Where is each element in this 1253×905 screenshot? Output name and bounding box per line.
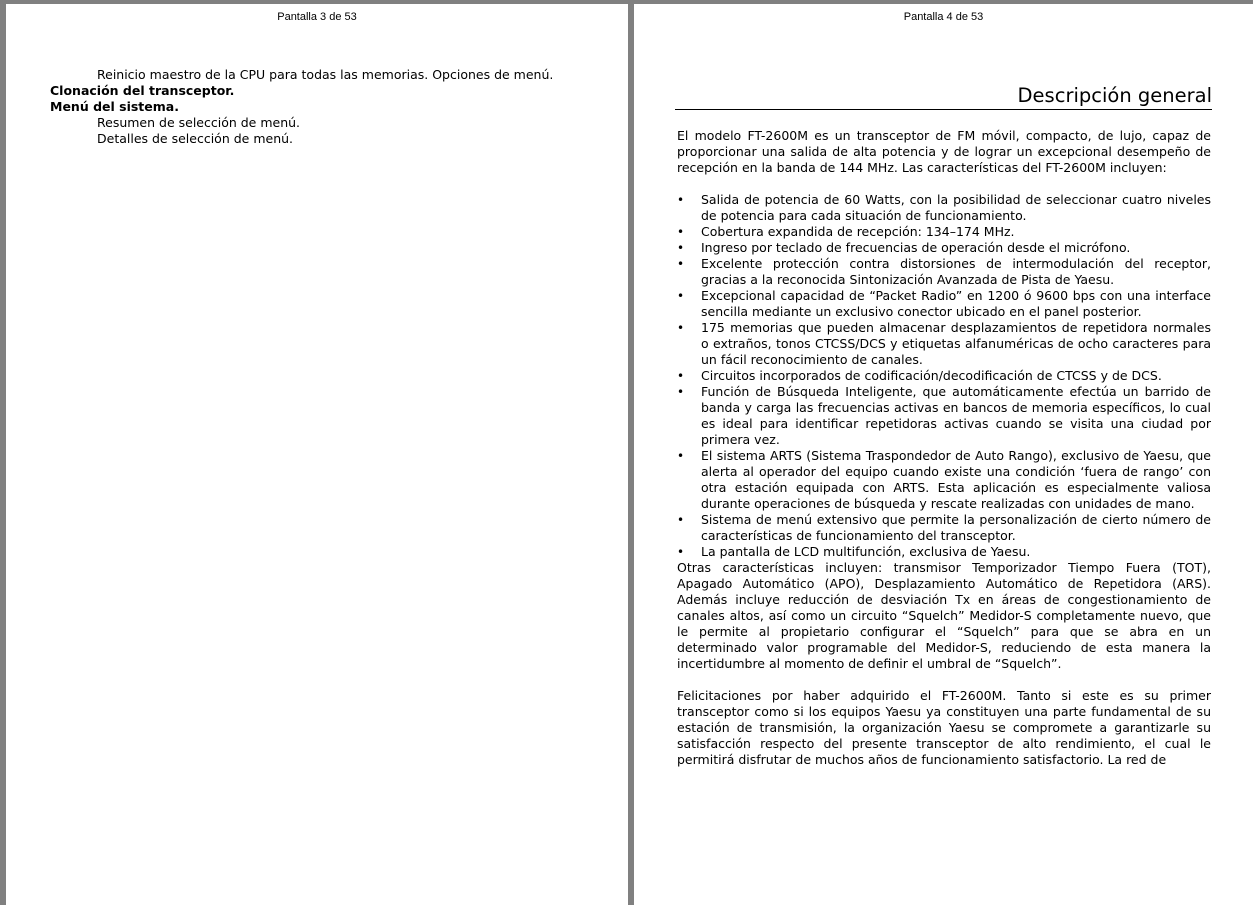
congratulations-paragraph: Felicitaciones por haber adquirido el FT-2600M. Tanto si este es su primer transceptor como si los equipos Yaesu ya constituyen una parte fundamental de su estación de transmisión, la organización Yaesu se compromete a garantizarle su satisfacción respecto del presente transceptor de alto rendimiento, el cual le permitirá disfrutar de muchos años de funcionamiento satisfactorio. La red de bbox=[677, 688, 1211, 767]
feature-item: • El sistema ARTS (Sistema Traspondedor de Auto Rango), exclusivo de Yaesu, que alerta al operador del equipo cuando existe una condición ‘fuera de rango’ con otra estación equipada con ARTS. Esta aplicación es especialmente valiosa durante operaciones de búsqueda y rescate realizadas con unidades de mano. bbox=[677, 448, 1211, 512]
toc-item[interactable]: Clonación del transceptor. bbox=[50, 83, 235, 98]
feature-item: • Ingreso por teclado de frecuencias de operación desde el micrófono. bbox=[677, 240, 1211, 256]
paragraph-spacer bbox=[677, 672, 1211, 688]
section-title: Descripción general bbox=[675, 84, 1212, 110]
feature-item: • La pantalla de LCD multifunción, exclusiva de Yaesu. bbox=[677, 544, 1211, 560]
toc-item[interactable]: Resumen de selección de menú. bbox=[97, 115, 301, 130]
right-page bbox=[634, 4, 1253, 905]
toc-item[interactable]: Reinicio maestro de la CPU para todas las memorias. Opciones de menú. bbox=[97, 67, 554, 82]
feature-item: • Circuitos incorporados de codificación/decodificación de CTCSS y de DCS. bbox=[677, 368, 1211, 384]
page-header-left: Pantalla 3 de 53 bbox=[277, 11, 357, 23]
feature-item: • Excelente protección contra distorsiones de intermodulación del receptor, gracias a la reconocida Sintonización Avanzada de Pista de Yaesu. bbox=[677, 256, 1211, 288]
section-body bbox=[677, 128, 1211, 768]
left-page bbox=[6, 4, 628, 905]
feature-item: • Cobertura expandida de recepción: 134–174 MHz. bbox=[677, 224, 1211, 240]
feature-item: • Salida de potencia de 60 Watts, con la posibilidad de seleccionar cuatro niveles de potencia para cada situación de funcionamiento. bbox=[677, 192, 1211, 224]
feature-item: • 175 memorias que pueden almacenar desplazamientos de repetidora normales o extraños, tonos CTCSS/DCS y etiquetas alfanuméricas de ocho caracteres para un fácil reconocimiento de canales. bbox=[677, 320, 1211, 368]
feature-item: • Sistema de menú extensivo que permite la personalización de cierto número de características de funcionamiento del transceptor. bbox=[677, 512, 1211, 544]
toc-item[interactable]: Menú del sistema. bbox=[50, 99, 179, 114]
feature-list bbox=[677, 192, 1211, 560]
intro-paragraph: El modelo FT-2600M es un transceptor de FM móvil, compacto, de lujo, capaz de proporcionar una salida de alta potencia y de lograr un excepcional desempeño de recepción en la banda de 144 MHz. Las características del FT-2600M incluyen: bbox=[677, 128, 1211, 175]
toc-item[interactable]: Detalles de selección de menú. bbox=[97, 131, 294, 146]
table-of-contents bbox=[50, 67, 610, 147]
feature-item: • Función de Búsqueda Inteligente, que automáticamente efectúa un barrido de banda y carga las frecuencias activas en bancos de memoria específicos, lo cual es ideal para identificar repetidoras activas cuando se visita una ciudad por primera vez. bbox=[677, 384, 1211, 448]
other-features-paragraph: Otras características incluyen: transmisor Temporizador Tiempo Fuera (TOT), Apagado Automático (APO), Desplazamiento Automático de Repetidora (ARS). Además incluye reducción de desviación Tx en áreas de congestionamiento de canales altos, así como un circuito “Squelch” Medidor-S completamente nuevo, que le permite al propietario configurar el “Squelch” para que se abra en un determinado valor programable del Medidor-S, reduciendo de esta manera la incertidumbre al momento de definir el umbral de “Squelch”. bbox=[677, 560, 1211, 671]
feature-item: • Excepcional capacidad de “Packet Radio” en 1200 ó 9600 bps con una interface sencilla mediante un exclusivo conector ubicado en el panel posterior. bbox=[677, 288, 1211, 320]
paragraph-spacer bbox=[677, 176, 1211, 192]
page-header-right: Pantalla 4 de 53 bbox=[903, 11, 984, 23]
